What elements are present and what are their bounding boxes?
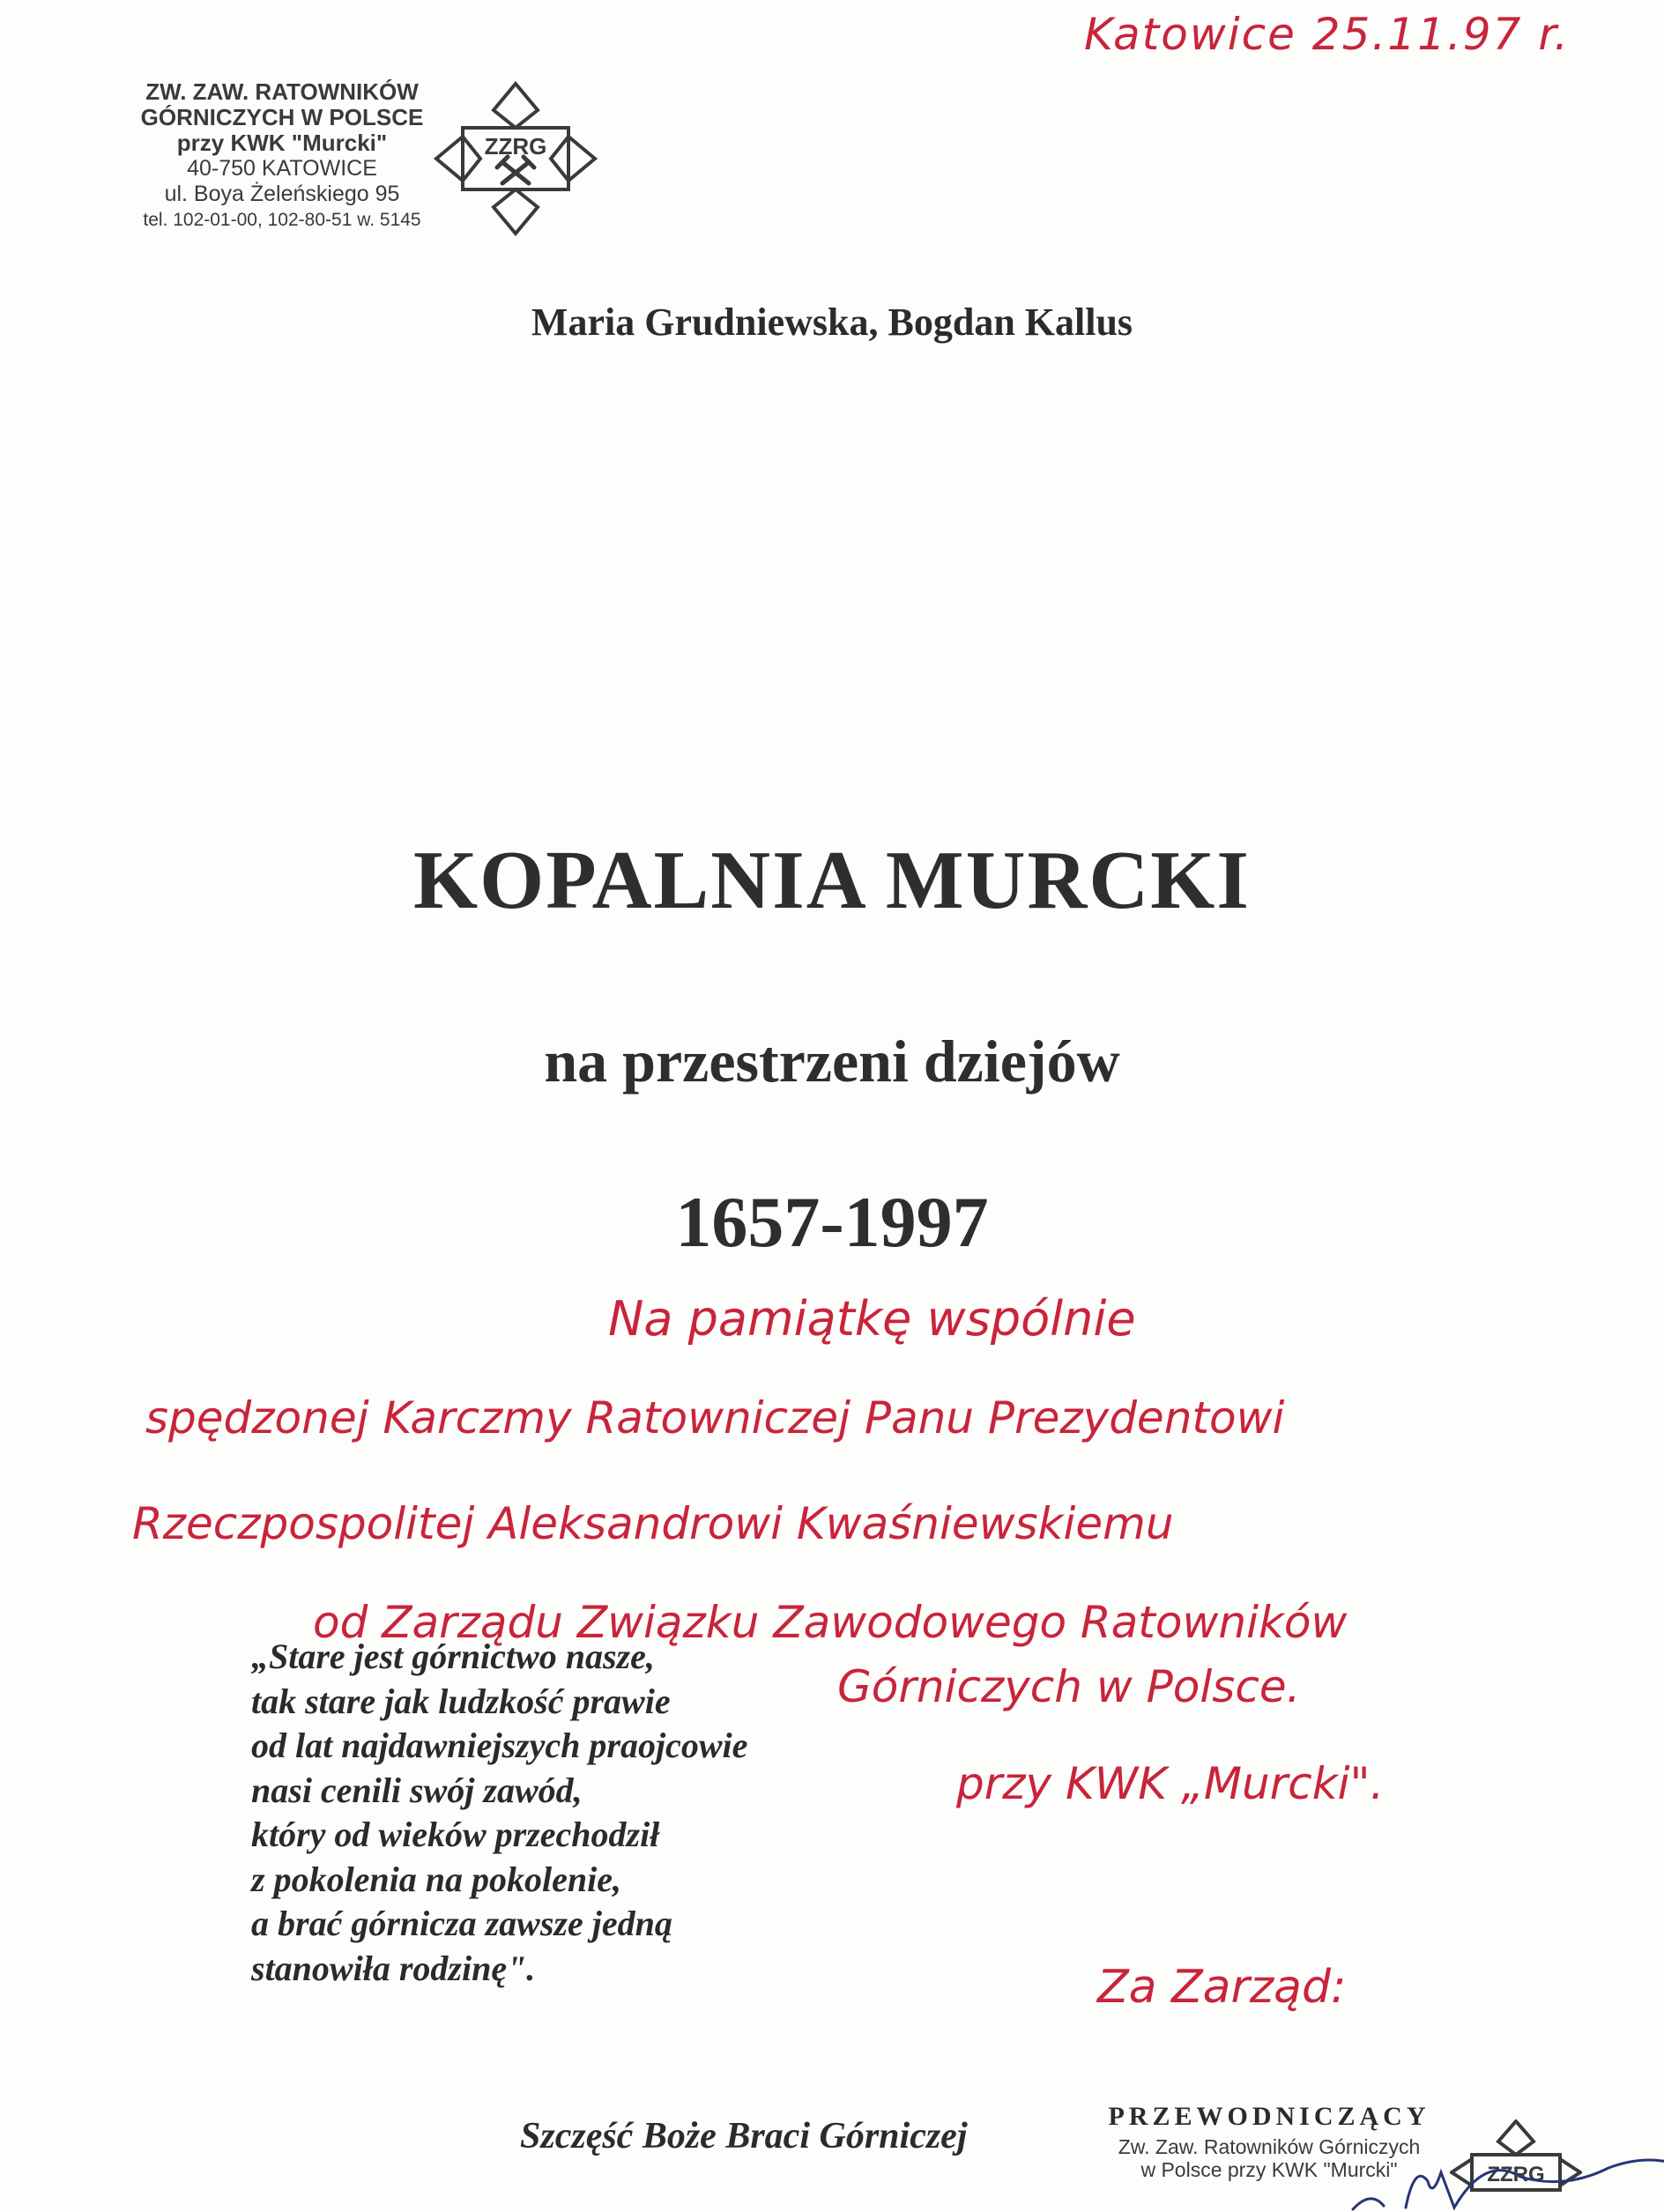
dedication-line: Rzeczpospolitej Aleksandrowi Kwaśniewskiemu	[132, 1498, 1174, 1549]
poem-line: a brać górnicza zawsze jedną	[251, 1904, 672, 1943]
emblem-text: ZZRG	[484, 133, 547, 160]
dedication-line: od Zarządu Związku Zawodowego Ratowników	[313, 1597, 1348, 1648]
sign-off: Za Zarząd:	[1097, 1961, 1347, 2014]
book-years: 1657-1997	[675, 1182, 989, 1262]
stamp-line: w Polsce przy KWK "Murcki"	[1140, 2158, 1398, 2181]
poem-line: z pokolenia na pokolenie,	[251, 1859, 622, 1899]
handwritten-date: Katowice 25.11.97 r.	[1084, 9, 1571, 60]
poem-line: stanowiła rodzinę".	[251, 1948, 536, 1988]
cross-emblem-icon	[432, 79, 599, 238]
dedication-line: Na pamiątkę wspólnie	[608, 1291, 1136, 1347]
book-subtitle: na przestrzeni dziejów	[544, 1028, 1120, 1095]
signature	[1150, 2128, 1664, 2212]
chairman-stamp	[1080, 2102, 1635, 2212]
emblem-text: ZZRG	[1487, 2163, 1545, 2186]
dedication-line: spędzonej Karczmy Ratowniczej Panu Prezydentowi	[145, 1392, 1285, 1444]
poem	[251, 1635, 956, 1991]
poem-line: który od wieków przechodził	[251, 1815, 660, 1854]
stamp-line: 40-750 KATOWICE	[187, 156, 377, 181]
hammer-and-pick-icon	[497, 157, 534, 183]
stamp-line: GÓRNICZYCH W POLSCE	[140, 104, 424, 130]
stamp-line: ZW. ZAW. RATOWNIKÓW	[145, 78, 419, 105]
stamp-line: ul. Boya Żeleńskiego 95	[164, 182, 400, 206]
dedication-line: Górniczych w Polsce.	[837, 1661, 1301, 1712]
poem-line: od lat najdawniejszych praojcowie	[251, 1726, 748, 1765]
poem-line: „Stare jest górnictwo nasze,	[251, 1637, 655, 1676]
union-stamp-text	[106, 79, 458, 233]
stamp-line: tel. 102-01-00, 102-80-51 w. 5145	[143, 210, 421, 230]
union-stamp	[106, 79, 599, 256]
dedication-line: przy KWK „Murcki".	[956, 1758, 1385, 1809]
authors: Maria Grudniewska, Bogdan Kallus	[531, 301, 1133, 344]
poem-line: tak stare jak ludzkość prawie	[251, 1681, 671, 1721]
chairman-title: PRZEWODNICZĄCY	[1108, 2102, 1430, 2131]
stamp-line: przy KWK "Murcki"	[176, 130, 388, 156]
stamp-line: Zw. Zaw. Ratowników Górniczych	[1118, 2135, 1421, 2158]
poem-line: nasi cenili swój zawód,	[251, 1770, 583, 1810]
miner-greeting: Szczęść Boże Braci Górniczej	[520, 2116, 968, 2156]
book-title: KOPALNIA MURCKI	[413, 835, 1251, 926]
